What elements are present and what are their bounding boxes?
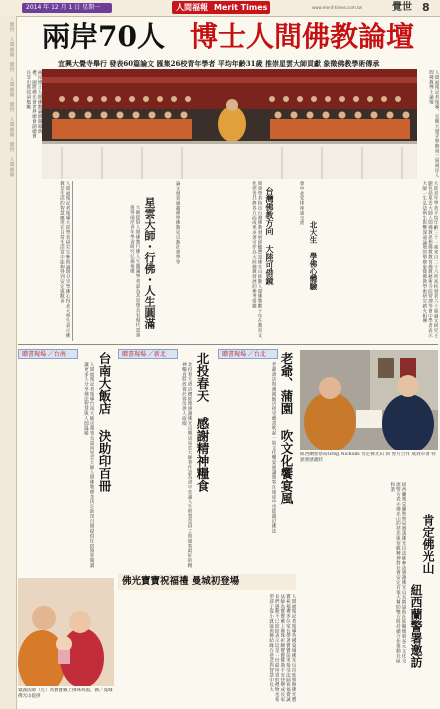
- feature2-body: 北投春天酒店總經理感謝佛光山贈送星雲大師著作認為書中充滿人生智慧是員工與旅客最好的精神糧食將放置於客房供人取閱: [181, 362, 192, 568]
- police-photo: [300, 350, 438, 450]
- edge-index-text: 覺世 人間福報 覺世 人間福報 覺世 人間福報 覺世 人間福報: [9, 22, 14, 177]
- middle-column-box: [184, 181, 304, 341]
- paper-name-en: Merit Times: [214, 3, 268, 12]
- feature-tag-tainan: 贈書現場 ／台南: [18, 349, 78, 359]
- bottom-headline-bar: [118, 574, 296, 590]
- left-col-article-a: 人間福報記者報導大陸學者研究生參與論壇分享學佛心得北大學生表示佛教是生活的智慧應用在日常生活當中能夠得到安定與歡喜: [59, 181, 70, 338]
- middle-article-title: 台灣佛教方向 大陸可借鏡: [265, 187, 275, 285]
- police-photo-graphic: [300, 350, 438, 450]
- feature1-title: 台南大飯店 決助印百冊: [97, 352, 112, 492]
- feature-tag-xinbei: 贈書現場 ／新北: [118, 349, 178, 359]
- left-col-article-c: 論文發表涵蓋禪學佛教史宗教社會學等: [175, 181, 180, 265]
- feature2-title: 北投春天 感謝精神糧食: [195, 352, 210, 492]
- feature-tag-taipei: 贈書現場 ／台北: [218, 349, 278, 359]
- left-col-divider: [72, 181, 73, 341]
- far-left-article: 兩岸博士人間佛教論壇開幕典禮，國際佛光會世界總會副總會長等出席致詞勉勵: [25, 70, 42, 139]
- far-right-article-top: 人間福報記者報導，宜興大覺寺舉辦第三屆兩岸人間佛教博士論壇: [428, 70, 439, 178]
- feature1-body: 人間福報記者報導台南大飯店董事長認同星雲大師人間佛教理念決定助印百冊提供住宿旅客閱讀讓更多人分享佛法智慧與人間溫暖: [83, 362, 94, 568]
- baby-photo-caption: 覺誠法師（左）為寶寶戴上佛珠祝福，圖／曼城佛光山提供: [18, 688, 113, 699]
- paper-name: 人間福報: [176, 2, 208, 12]
- left-col-article-b: 大師提倡人間佛教行佛人生圓滿學者認為其思想具有現代意義值得兩岸青年學習研究弘揚推廣: [129, 205, 140, 338]
- edge-index-column: [0, 16, 17, 709]
- left-column-box: [18, 181, 180, 341]
- feature3-title: 老爺、蒲園 吹文化饗宴風: [279, 352, 294, 505]
- masthead: [0, 0, 440, 17]
- feature3-body: 老爺酒店與蒲園飯店接受贈書吹起一股文化饗宴風讓旅客在旅途中也能親近佛法: [271, 362, 276, 534]
- headline-row: [18, 18, 440, 58]
- headline-subhead: 宜興大覺寺舉行 發表60篇論文 匯集26校青年學者 平均年齡31歲 推崇星雲大師貢獻 象徵佛教學術傳承: [58, 59, 380, 68]
- masthead-date: 2014 年 12 月 1 日 星期一: [26, 4, 101, 11]
- right-upper-subtitle: 北大生 學佛心體驗: [309, 221, 318, 290]
- masthead-website: www.merit-times.com.tw: [312, 5, 362, 10]
- paper-logo: [172, 1, 270, 14]
- section-divider: [18, 344, 438, 345]
- headline-part2: 博士人間佛教論壇: [190, 20, 415, 53]
- right-feature-body: 紐西蘭奧克蘭警察局邀請佛光山法師參訪感謝佛光山長期協助社區關懷與多元文化交流警方表示佛光山的慈悲與奉獻精神對社會安定有很大幫助雙方將持續合作推動社區和諧: [389, 482, 406, 664]
- baby-blessing-photo: [18, 578, 114, 686]
- bottom-article: 人間福報記者報導英國曼城佛光山首度舉辦佛光寶寶祝福禮多位家長帶著寶寶前來接受法師祝福覺誠法師為寶寶戴上佛珠祈願寶寶健康平安快樂成長家長們感動不已紛紛表示這是一份最珍貴的禮物也希望孩子從小就能與佛結緣在慈悲與智慧中長大: [268, 594, 296, 702]
- bottom-headline: 佛光寶寶祝福禮 曼城初登場: [122, 576, 240, 587]
- right-feature-title2: 紐西蘭警署邀訪: [409, 584, 423, 668]
- section-name: 覺世: [392, 2, 412, 13]
- mid-col-article-a: 與會學者指出台灣佛教發展經驗豐富佛光山推動人間佛教數十年在教育文化慈善共修各方面成果卓著可作為大陸佛教發展的參考借鏡: [251, 181, 262, 338]
- right-upper-box: [308, 181, 438, 341]
- headline-part1: 兩岸70人: [42, 20, 165, 53]
- right-feature-title1: 肯定佛光山: [421, 514, 435, 574]
- baby-photo-graphic: [18, 578, 114, 686]
- right-upper-article: 大陸青年學者平均年齡三十一歲來自二十六所高校發表六十篇論文研究主題包括星雲大師人間佛教思想佛教教育佛教藝術寺院管理等會中學者表示大師一生弘法利生影響深遠論壇的舉辦象徵佛教學術研究薪火相傳: [421, 181, 438, 338]
- page-number: 8: [422, 1, 430, 14]
- mid-col-article-b: 會中並安排座談交流: [299, 181, 304, 226]
- police-photo-caption: 紐西蘭警察局Greg Nicholls 肯定佛光山 與 警方合作 成效卓著 特頒發感謝狀: [300, 452, 436, 463]
- left-section-title: 星雲大師・行佛・人生圓滿: [143, 197, 156, 329]
- forum-photo-graphic: [42, 69, 417, 179]
- forum-group-photo: [42, 69, 417, 179]
